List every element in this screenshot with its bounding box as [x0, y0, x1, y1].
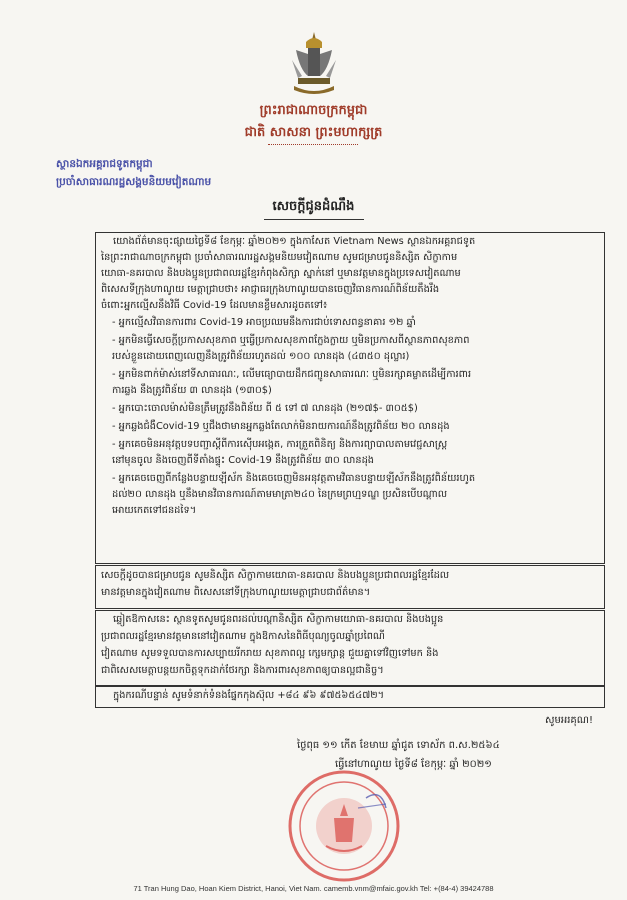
intro-line: នៃព្រះរាជាណាចក្រកម្ពុជា ប្រចាំសាធារណរដ្ឋសង្គមនិយមវៀតណាម សូមជម្រាបជូននិស្សិត សិក្ខាកាម [101, 252, 458, 263]
consular-contact: ក្នុងករណីបន្ទាន់ សូមទំនាក់ទំនងផ្នែកកុងស៊ុល +៨៤ ៩៦ ៩៧៥៦៥៤៧២។ [113, 690, 385, 701]
embassy-name: ស្ថានឯកអគ្គរាជទូតកម្ពុជា [56, 158, 153, 170]
info-line: មានវត្តមានក្នុងវៀតណាម ពិសេសនៅទីក្រុងហាណូយមេត្តាជ្រាបជាព័ត៌មាន។ [101, 587, 371, 598]
bullet-line: - អ្នកឆ្លងជំងឺCovid-19 ឬជឹងថាមានអ្នកឆ្លងតែលាក់មិនរាយការណ៍នឹងត្រូវពិន័យ ២០ លានដុង [112, 421, 450, 432]
title-underline [264, 219, 364, 220]
bullet-line: - អ្នកគេចមិនអនុវត្តបទបញ្ជាស្តីពីការស៊ើបអង្កេត, ការត្រួតពិនិត្យ និងការព្យាបាលតាមវេជ្ជសាស្ត្រ [112, 439, 448, 450]
bullet-line: ការឆ្លង នឹងត្រូវពិន័យ ៣ លានដុង (១៣០$) [112, 385, 272, 396]
bullet-line: - អ្នកមិនពាក់ម៉ាស់នៅទីសាធារណៈ, លើមធ្យោបាយដឹកជញ្ជូនសាធារណៈ ឬមិនរក្សាគម្លាតដើម្បីការពារ [112, 369, 472, 380]
info-line: សេចក្តីដូចបានជម្រាបជូន សូមនិស្សិត សិក្ខាកាមយោធា-នគរបាល និងបងប្អូនប្រជាពលរដ្ឋខ្មែរដែល [101, 570, 450, 581]
wishes-line: ជាពិសេសមេត្តាបន្តយកចិត្តទុកដាក់ថែរក្សា និងការពារសុខភាពឲ្យបានល្អជានិច្ច។ [101, 665, 384, 676]
bullet-line: របស់ខ្លួនដោយពេញលេញនឹងត្រូវពិន័យរហូតដល់ ១០០ លានដុង (៤៣៥០ ដុល្លារ) [112, 351, 410, 362]
intro-line: យោធា-នគរបាល និងបងប្អូនប្រជាពលរដ្ឋខ្មែរកំពុងសិក្សា ស្នាក់នៅ ឬមានវត្តមានក្នុងប្រទេសវៀតណាម [101, 268, 461, 279]
kingdom-motto: ជាតិ សាសនា ព្រះមហាក្សត្រ [244, 125, 383, 140]
royal-emblem-icon [288, 30, 340, 98]
kingdom-title: ព្រះរាជាណាចក្រកម្ពុជា [259, 103, 368, 118]
bullet-line: ដល់២០ លានដុង ឬនឹងមានវិធានការណ៍តាមមាត្រា២៤០ នៃក្រមព្រហ្មទណ្ឌ ប្រសិនបើបណ្តាល [112, 489, 448, 500]
footer-address: 71 Tran Hung Dao, Hoan Kiem District, Hanoi, Viet Nam. camemb.vnm@mfaic.gov.kh Tel: +(84-4) 39424788 [133, 884, 494, 893]
lunar-date: ថ្ងៃពុធ ១១ កើត ខែមាឃ ឆ្នាំជូត ទោស័ក ព.ស.២៥៦៤ [297, 740, 500, 751]
wishes-line: ប្រជាពលរដ្ឋខ្មែរមានវត្តមាននៅវៀតណាម ក្នុងឱកាសនៃពិធីបុណ្យចូលឆ្នាំប្រពៃណី [101, 631, 385, 642]
wishes-line: ឆ្លៀតឱកាសនេះ ស្ថានទូតសូមជូនពរដល់បណ្តានិស្សិត សិក្ខាកាមយោធា-នគរបាល និងបងប្អូន [113, 614, 444, 625]
bullet-line: - អ្នកល្មើសវិធានការពារ Covid-19 អាចប្រឈមនឹងការជាប់ទោសពន្ធនាគារ ១២ ឆ្នាំ [112, 317, 416, 328]
bullet-line: នៅមុនចូល និងចេញពីទីតាំងផ្ទុះ Covid-19 នឹងត្រូវពិន័យ ៣០ លានដុង [112, 455, 375, 466]
intro-line: យោងព័ត៌មានចុះផ្សាយថ្ងៃទី៨ ខែកុម្ភៈ ឆ្នាំ២០២១ ក្នុងកាសែត Vietnam News ស្ថានឯកអគ្គរាជទូត [113, 236, 476, 247]
bullet-line: អោយកេតទៅជនដទៃ។ [112, 505, 197, 516]
issue-date: ធ្វើនៅហាណូយ ថ្ងៃទី៨ ខែកុម្ភៈ ឆ្នាំ ២០២១ [335, 759, 492, 770]
official-seal-icon [286, 768, 402, 884]
header-divider [268, 144, 358, 145]
intro-line: ចំពោះអ្នកល្មើសនឹងវិធី Covid-19 ដែលមានខ្លឹមសារដូចតទៅ៖ [101, 300, 328, 311]
embassy-country: ប្រចាំសាធារណរដ្ឋសង្គមនិយមវៀតណាម [56, 176, 212, 188]
wishes-line: វៀតណាម សូមទទួលបានការសប្បាយរីករាយ សុខភាពល្អ ក្សេមក្សាន្ត ជួយគ្នាទៅវិញទៅមក និង [101, 648, 439, 659]
bullet-line: - អ្នកគេចចេញពីកន្លែងបន្ទាយឡីស័ក និងគេចចេញមិនអនុវត្តតាមវិធានបន្ទាយឡីស័កនឹងត្រូវពិន័យរហូត [112, 473, 476, 484]
intro-line: ពិសេសទីក្រុងហាណូយ មេត្តាជ្រាបថា៖ អាជ្ញាធរក្រុងហាណូយបានចេញវិធានការណ៍ពិន័យតឹងរឹង [101, 284, 440, 295]
bullet-line: - អ្នកបោះចោលម៉ាស់មិនត្រឹមត្រូវនឹងពិន័យ ពី ៥ ទៅ ៧ លានដុង (២១៧$- ៣០៥$) [112, 403, 418, 414]
thank-you-text: សូមអរគុណ! [545, 715, 593, 726]
document-title: សេចក្តីជូនដំណឹង [272, 199, 355, 214]
bullet-line: - អ្នកមិនធ្វើសេចក្តីប្រកាសសុខភាព ឬធ្វើប្រកាសសុខភាពក្លែងក្លាយ ឬមិនប្រកាសពីស្ថានភាពសុខភាព [112, 335, 470, 346]
